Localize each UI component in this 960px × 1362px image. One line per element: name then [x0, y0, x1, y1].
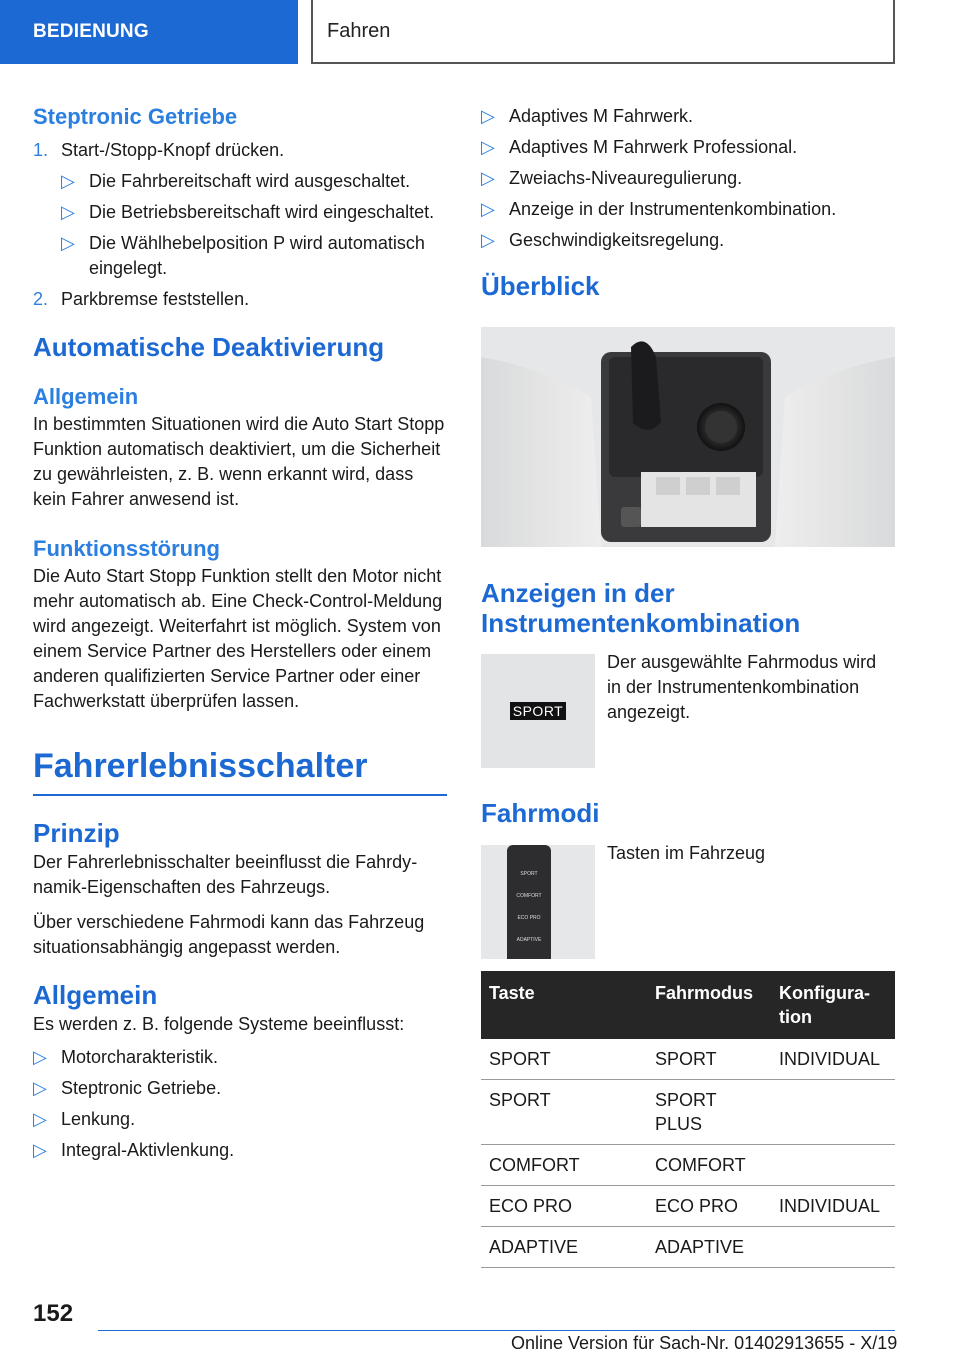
mode-button-eco-pro: ECO PRO — [517, 915, 541, 921]
table-cell: ECO PRO — [481, 1186, 647, 1227]
list-item — [33, 1076, 447, 1101]
list-item-text: Die Betriebsbereitschaft wird eingeschaltet. — [89, 202, 435, 222]
chapter-label: Fahren — [327, 19, 391, 42]
col-header-taste: Taste — [481, 971, 647, 1039]
list-item — [61, 200, 447, 225]
fahrmodi-text: Tasten im Fahrzeug — [607, 843, 766, 863]
list-item — [481, 228, 895, 253]
step-text: Parkbremse feststellen. — [61, 289, 250, 309]
step-2 — [33, 287, 447, 312]
list-item — [481, 166, 895, 191]
table-row — [481, 1145, 895, 1186]
heading-rule — [33, 794, 447, 796]
chapter-header — [311, 0, 895, 64]
footer-text: Online Version für Sach-Nr. 01402913655 - X/19 — [511, 1333, 898, 1353]
list-item-text: Die Wählhebelposition P wird automatisch eingelegt. — [89, 233, 425, 278]
list-item — [61, 169, 447, 194]
prinzip-text-1: Der Fahrerlebnisschalter beeinflusst die Fahrdynamik-Eigenschaften des Fahrzeugs. — [33, 852, 418, 897]
list-item — [33, 1045, 447, 1070]
ueberblick-heading: Überblick — [481, 271, 600, 301]
step-number: 2. — [33, 289, 49, 309]
table-cell — [771, 1227, 895, 1268]
step-number: 1. — [33, 140, 49, 160]
table-row — [481, 1186, 895, 1227]
systems-list-continued — [481, 104, 895, 253]
triangle-bullet-icon: ▷ — [61, 202, 75, 222]
triangle-bullet-icon: ▷ — [481, 230, 495, 250]
table-cell: SPORT — [481, 1039, 647, 1080]
footer-rule — [98, 1330, 895, 1331]
table-header-row — [481, 971, 895, 1039]
mode-button-adaptive: ADAPTIVE — [516, 937, 542, 943]
stoerung-heading: Funktionsstörung — [33, 536, 220, 561]
table-cell: ADAPTIVE — [481, 1227, 647, 1268]
table-cell — [771, 1145, 895, 1186]
list-item-text: Zweiachs-Niveauregulierung. — [509, 168, 743, 188]
mode-buttons-image — [481, 845, 595, 959]
list-item — [481, 197, 895, 222]
triangle-bullet-icon: ▷ — [61, 171, 75, 191]
button-strip — [507, 845, 551, 959]
list-item-text: Adaptives M Fahrwerk. — [509, 106, 694, 126]
anzeigen-text: Der ausgewählte Fahrmodus wird in der Instrumentenkombination angezeigt. — [607, 652, 877, 722]
triangle-bullet-icon: ▷ — [481, 137, 495, 157]
step-1-substeps — [33, 169, 447, 281]
left-column — [33, 100, 447, 1169]
center-console-photo — [481, 327, 895, 547]
step-text: Start-/Stopp-Knopf drücken. — [61, 140, 285, 160]
list-item-text: Integral-Aktivlenkung. — [61, 1140, 235, 1160]
list-item-text: Adaptives M Fahrwerk Professional. — [509, 137, 798, 157]
modes-table — [481, 971, 895, 1268]
right-column — [481, 100, 895, 301]
table-row — [481, 1227, 895, 1268]
section-label: BEDIENUNG — [33, 21, 149, 42]
prinzip-text-2: Über verschiedene Fahrmodi kann das Fahrzeug situationsabhängig angepasst werden. — [33, 912, 425, 957]
triangle-bullet-icon: ▷ — [481, 106, 495, 126]
auto-deactivation-heading: Automatische Deaktivierung — [33, 332, 385, 362]
anzeigen-heading: Anzeigen in der Instrumentenkombination — [481, 578, 801, 638]
list-item-text: Steptronic Getriebe. — [61, 1078, 222, 1098]
triangle-bullet-icon: ▷ — [33, 1047, 47, 1067]
fes-heading: Fahrerlebnisschalter — [33, 747, 368, 785]
section-tab — [0, 0, 298, 64]
list-item-text: Die Fahrbereitschaft wird ausgeschaltet. — [89, 171, 411, 191]
table-cell: INDIVIDUAL — [771, 1039, 895, 1080]
step-1 — [33, 138, 447, 163]
table-cell: COMFORT — [481, 1145, 647, 1186]
list-item — [481, 104, 895, 129]
allgemein-heading-2: Allgemein — [33, 980, 158, 1010]
table-cell — [771, 1080, 895, 1145]
col-header-fahrmodus: Fahrmodus — [647, 971, 771, 1039]
list-item — [33, 1138, 447, 1163]
col-header-konfiguration: Konfiguration — [771, 971, 895, 1039]
triangle-bullet-icon: ▷ — [481, 168, 495, 188]
list-item-text: Anzeige in der Instrumentenkombination. — [509, 199, 837, 219]
list-item — [481, 135, 895, 160]
table-cell: INDIVIDUAL — [771, 1186, 895, 1227]
table-cell: COMFORT — [647, 1145, 771, 1186]
anzeigen-section — [481, 578, 895, 638]
table-row — [481, 1039, 895, 1080]
table-cell: SPORT — [647, 1039, 771, 1080]
list-item — [33, 1107, 447, 1132]
table-cell: ADAPTIVE — [647, 1227, 771, 1268]
triangle-bullet-icon: ▷ — [33, 1109, 47, 1129]
page-number: 152 — [33, 1300, 74, 1327]
allgemein-text-2: Es werden z. B. folgende Systeme beeinflusst: — [33, 1014, 405, 1034]
console-illustration — [481, 327, 895, 547]
triangle-bullet-icon: ▷ — [481, 199, 495, 219]
fahrmodi-heading: Fahrmodi — [481, 798, 600, 828]
mode-button-sport: SPORT — [520, 871, 538, 877]
steps-list — [33, 138, 447, 312]
steptronic-heading: Steptronic Getriebe — [33, 104, 238, 129]
sport-badge: SPORT — [510, 702, 566, 720]
table-cell: SPORT PLUS — [647, 1080, 771, 1145]
list-item-text: Motorcharakteristik. — [61, 1047, 219, 1067]
triangle-bullet-icon: ▷ — [33, 1078, 47, 1098]
allgemein-heading-1: Allgemein — [33, 384, 139, 409]
table-row — [481, 1080, 895, 1145]
prinzip-heading: Prinzip — [33, 818, 120, 848]
list-item-text: Lenkung. — [61, 1109, 136, 1129]
list-item — [61, 231, 447, 281]
table-cell: ECO PRO — [647, 1186, 771, 1227]
triangle-bullet-icon: ▷ — [33, 1140, 47, 1160]
triangle-bullet-icon: ▷ — [61, 233, 75, 253]
sport-display-image — [481, 654, 595, 768]
modes-table-wrap — [481, 971, 895, 1268]
mode-button-comfort: COMFORT — [516, 893, 542, 899]
list-item-text: Geschwindigkeitsregelung. — [509, 230, 725, 250]
stoerung-text: Die Auto Start Stopp Funktion stellt den Motor nicht mehr automatisch ab. Eine Check-Control-Meldung wird angezeigt. Weiterfahrt ist möglich. System von einem Service Partner des Herstellers oder einem anderen qualifizierten Service Partner oder einer Fachwerkstatt überprüfen lassen. — [33, 566, 443, 711]
allgemein-text-1: In bestimmten Situationen wird die Auto Start Stopp Funktion automatisch deaktiviert, um die Sicherheit zu gewährleisten, z. B. wenn erkannt wird, dass kein Fahrer anwesend ist. — [33, 414, 445, 509]
table-cell: SPORT — [481, 1080, 647, 1145]
fahrmodi-section — [481, 798, 895, 828]
systems-list — [33, 1045, 447, 1163]
